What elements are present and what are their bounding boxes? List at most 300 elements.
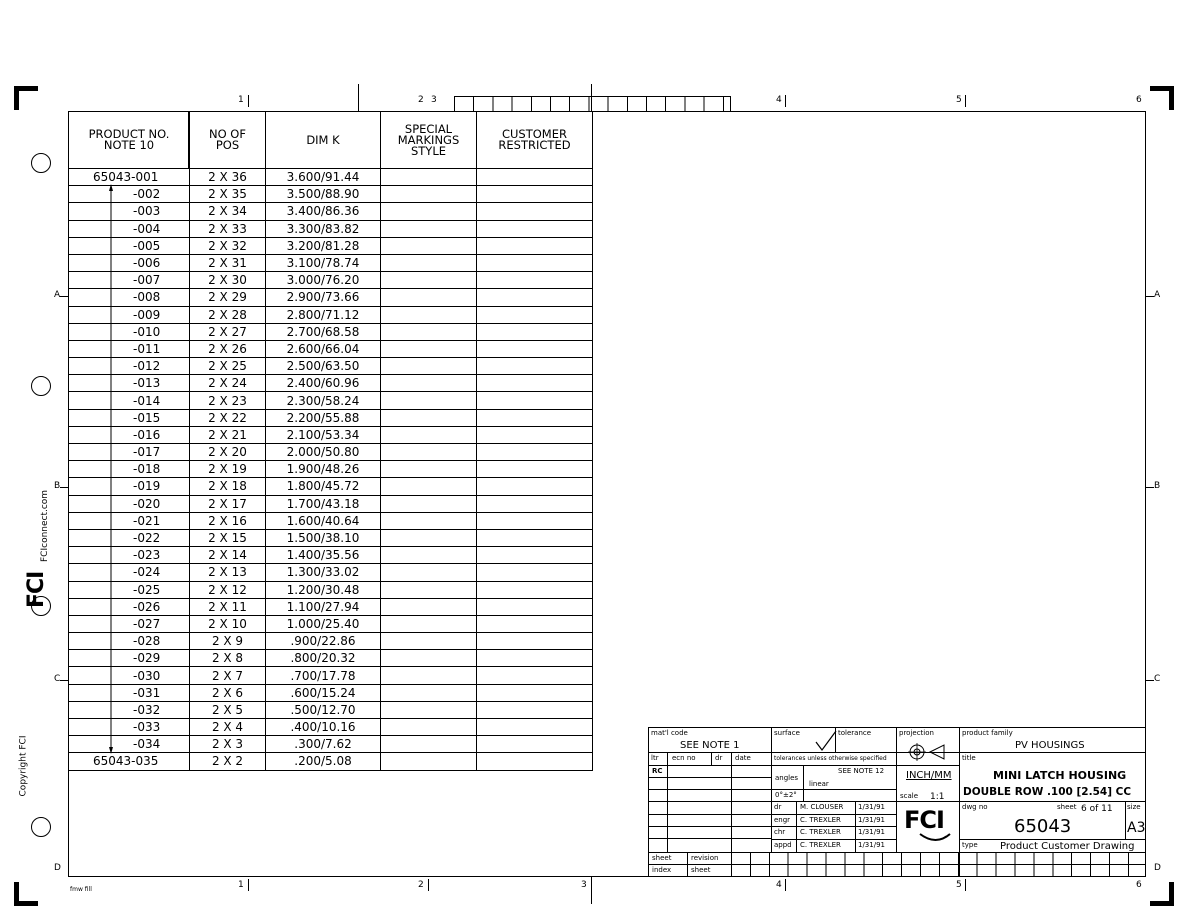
table-row: [69, 719, 593, 736]
positions-cell: 2 X 16: [190, 512, 266, 529]
top-zone-label: 4: [776, 95, 782, 105]
positions-cell: 2 X 6: [190, 684, 266, 701]
positions-cell: 2 X 17: [190, 495, 266, 512]
see-note-12: SEE NOTE 12: [838, 767, 885, 775]
table-row: [69, 684, 593, 701]
top-zone-label: 2: [418, 95, 424, 105]
product-number-cell: -019: [69, 478, 190, 495]
table-row: [69, 736, 593, 753]
customer-restricted-cell: [477, 529, 593, 546]
positions-cell: 2 X 29: [190, 289, 266, 306]
product-number-cell: -011: [69, 340, 190, 357]
positions-cell: 2 X 9: [190, 633, 266, 650]
positions-cell: 2 X 5: [190, 701, 266, 718]
special-markings-cell: [381, 272, 477, 289]
surface-label: surface: [774, 729, 800, 737]
dim-k-cell: .500/12.70: [266, 701, 381, 718]
tb-rule: [896, 727, 897, 853]
special-markings-cell: [381, 375, 477, 392]
dim-k-cell: 1.900/48.26: [266, 461, 381, 478]
product-number-cell: -030: [69, 667, 190, 684]
positions-cell: 2 X 14: [190, 547, 266, 564]
product-number-cell: -026: [69, 598, 190, 615]
date-label: date: [735, 754, 751, 762]
customer-restricted-cell: [477, 598, 593, 615]
special-markings-cell: [381, 392, 477, 409]
customer-restricted-cell: [477, 323, 593, 340]
side-zone-tick: [60, 487, 68, 488]
table-header-row: [69, 112, 593, 169]
dwg-no-value: 65043: [1014, 816, 1072, 837]
sign-date: 1/31/91: [858, 841, 885, 849]
positions-cell: 2 X 4: [190, 719, 266, 736]
special-markings-cell: [381, 633, 477, 650]
tb-rule: [772, 789, 896, 790]
product-table: [68, 111, 593, 771]
side-zone-label-right: A: [1154, 290, 1161, 300]
positions-cell: 2 X 13: [190, 564, 266, 581]
positions-cell: 2 X 24: [190, 375, 266, 392]
dim-k-cell: 2.400/60.96: [266, 375, 381, 392]
sheet-index-label: sheet: [652, 854, 672, 862]
customer-restricted-cell: [477, 753, 593, 770]
top-zone-tick: [785, 95, 786, 107]
scale-label: scale: [900, 792, 919, 800]
header-product-no: PRODUCT NO. NOTE 10: [69, 112, 190, 169]
positions-cell: 2 X 8: [190, 650, 266, 667]
table-row: [69, 461, 593, 478]
angle-tolerance: 0°±2°: [775, 791, 797, 799]
table-row: [69, 289, 593, 306]
dim-k-cell: 1.400/35.56: [266, 547, 381, 564]
special-markings-cell: [381, 220, 477, 237]
positions-cell: 2 X 18: [190, 478, 266, 495]
customer-restricted-cell: [477, 615, 593, 632]
dim-k-cell: 2.500/63.50: [266, 358, 381, 375]
dim-k-cell: 1.500/38.10: [266, 529, 381, 546]
top-zone-tick: [965, 95, 966, 107]
customer-restricted-cell: [477, 512, 593, 529]
customer-restricted-cell: [477, 495, 593, 512]
customer-restricted-cell: [477, 220, 593, 237]
special-markings-cell: [381, 667, 477, 684]
table-row: [69, 701, 593, 718]
positions-cell: 2 X 35: [190, 186, 266, 203]
bottom-zone-label: 5: [956, 880, 962, 890]
sign-date: 1/31/91: [858, 803, 885, 811]
product-number-cell: -007: [69, 272, 190, 289]
customer-restricted-cell: [477, 633, 593, 650]
positions-cell: 2 X 15: [190, 529, 266, 546]
special-markings-cell: [381, 461, 477, 478]
table-row: [69, 237, 593, 254]
customer-restricted-cell: [477, 547, 593, 564]
dim-k-cell: 1.600/40.64: [266, 512, 381, 529]
product-number-cell: -014: [69, 392, 190, 409]
customer-restricted-cell: [477, 426, 593, 443]
positions-cell: 2 X 23: [190, 392, 266, 409]
linear-label: linear: [809, 780, 829, 788]
special-markings-cell: [381, 564, 477, 581]
table-row: [69, 323, 593, 340]
dim-k-cell: 3.100/78.74: [266, 254, 381, 271]
ecn-label: ecn no: [672, 754, 696, 762]
title-line-2: DOUBLE ROW .100 [2.54] CC: [963, 786, 1132, 798]
customer-restricted-cell: [477, 186, 593, 203]
dim-k-cell: 1.100/27.94: [266, 598, 381, 615]
sign-role: engr: [774, 816, 791, 824]
top-zone-label: 6: [1136, 95, 1142, 105]
table-row: [69, 667, 593, 684]
rev-letter: RC: [652, 767, 663, 775]
dim-k-cell: 3.600/91.44: [266, 169, 381, 186]
table-row: [69, 375, 593, 392]
dim-k-cell: .600/15.24: [266, 684, 381, 701]
table-row: [69, 169, 593, 186]
sign-role: chr: [774, 828, 786, 836]
customer-restricted-cell: [477, 684, 593, 701]
bottom-zone-label: 4: [776, 880, 782, 890]
product-number-cell: -010: [69, 323, 190, 340]
side-zone-label-right: B: [1154, 481, 1161, 491]
product-number-cell: -034: [69, 736, 190, 753]
dim-k-cell: 2.000/50.80: [266, 444, 381, 461]
product-number-cell: -033: [69, 719, 190, 736]
side-zone-label-right: C: [1154, 674, 1161, 684]
dim-k-cell: 1.200/30.48: [266, 581, 381, 598]
tb-rule: [959, 839, 1146, 840]
positions-cell: 2 X 10: [190, 615, 266, 632]
product-number-cell: 65043-001: [69, 169, 190, 186]
header-special-markings: SPECIAL MARKINGS STYLE: [381, 112, 477, 169]
side-zone-label-left: A: [54, 290, 61, 300]
product-number-cell: 65043-035: [69, 753, 190, 770]
positions-cell: 2 X 28: [190, 306, 266, 323]
table-row: [69, 564, 593, 581]
tb-rule: [731, 752, 732, 852]
table-row: [69, 547, 593, 564]
positions-cell: 2 X 25: [190, 358, 266, 375]
dim-k-cell: 2.900/73.66: [266, 289, 381, 306]
product-number-cell: -024: [69, 564, 190, 581]
dim-k-cell: 2.700/68.58: [266, 323, 381, 340]
customer-restricted-cell: [477, 203, 593, 220]
top-zone-label: 5: [956, 95, 962, 105]
title-line-1: MINI LATCH HOUSING: [993, 769, 1127, 782]
side-zone-tick: [60, 680, 68, 681]
positions-cell: 2 X 12: [190, 581, 266, 598]
product-number-cell: -002: [69, 186, 190, 203]
surface-finish-icon: [815, 730, 837, 752]
product-number-cell: -031: [69, 684, 190, 701]
customer-restricted-cell: [477, 272, 593, 289]
sign-date: 1/31/91: [858, 816, 885, 824]
product-number-cell: -025: [69, 581, 190, 598]
corner-bracket-top-right: [1150, 86, 1174, 110]
positions-cell: 2 X 33: [190, 220, 266, 237]
customer-restricted-cell: [477, 375, 593, 392]
customer-restricted-cell: [477, 358, 593, 375]
dim-k-cell: 1.700/43.18: [266, 495, 381, 512]
positions-cell: 2 X 36: [190, 169, 266, 186]
positions-cell: 2 X 19: [190, 461, 266, 478]
special-markings-cell: [381, 581, 477, 598]
matl-code-value: SEE NOTE 1: [680, 740, 740, 751]
sign-name: C. TREXLER: [800, 816, 841, 824]
special-markings-cell: [381, 547, 477, 564]
revision-strip-top: [454, 96, 731, 111]
sign-role: appd: [774, 841, 792, 849]
special-markings-cell: [381, 512, 477, 529]
sheet-label: sheet: [1057, 803, 1077, 811]
table-row: [69, 529, 593, 546]
tb-rule: [687, 852, 688, 877]
product-number-cell: -012: [69, 358, 190, 375]
table-row: [69, 392, 593, 409]
bottom-zone-label: 6: [1136, 880, 1142, 890]
special-markings-cell: [381, 598, 477, 615]
product-number-cell: -005: [69, 237, 190, 254]
type-label: type: [962, 841, 978, 849]
positions-cell: 2 X 22: [190, 409, 266, 426]
special-markings-cell: [381, 323, 477, 340]
dim-k-cell: 3.200/81.28: [266, 237, 381, 254]
header-customer-restricted: CUSTOMER RESTRICTED: [477, 112, 593, 169]
bottom-zone-label: 1: [238, 880, 244, 890]
dim-k-cell: 3.400/86.36: [266, 203, 381, 220]
dim-k-cell: 2.100/53.34: [266, 426, 381, 443]
dim-k-cell: .800/20.32: [266, 650, 381, 667]
positions-cell: 2 X 34: [190, 203, 266, 220]
top-zone-label: 1: [238, 95, 244, 105]
table-row: [69, 203, 593, 220]
tb-rule: [772, 826, 896, 827]
sign-name: C. TREXLER: [800, 828, 841, 836]
top-zone-divider: [358, 84, 359, 111]
table-row: [69, 478, 593, 495]
customer-restricted-cell: [477, 650, 593, 667]
product-number-cell: -018: [69, 461, 190, 478]
ltr-label: ltr: [651, 754, 659, 762]
tb-rule: [1125, 801, 1126, 839]
angles-label: angles: [775, 774, 799, 782]
binder-hole: [31, 153, 51, 173]
special-markings-cell: [381, 409, 477, 426]
product-number-cell: -008: [69, 289, 190, 306]
title-label: title: [962, 754, 976, 762]
customer-restricted-cell: [477, 719, 593, 736]
bottom-zone-tick: [428, 879, 429, 891]
product-number-cell: -023: [69, 547, 190, 564]
tb-rule: [803, 765, 804, 801]
special-markings-cell: [381, 529, 477, 546]
fci-logo-text: FCI: [904, 806, 944, 834]
positions-cell: 2 X 30: [190, 272, 266, 289]
dim-k-cell: .400/10.16: [266, 719, 381, 736]
tb-rule: [959, 801, 1146, 802]
product-number-cell: -022: [69, 529, 190, 546]
bottom-zone-tick: [965, 879, 966, 891]
customer-restricted-cell: [477, 667, 593, 684]
tb-rule: [772, 765, 959, 766]
special-markings-cell: [381, 615, 477, 632]
units-value: INCH/MM: [906, 770, 952, 781]
range-arrow: [104, 184, 120, 754]
customer-restricted-cell: [477, 736, 593, 753]
binder-hole: [31, 376, 51, 396]
table-row: [69, 633, 593, 650]
special-markings-cell: [381, 254, 477, 271]
special-markings-cell: [381, 306, 477, 323]
customer-restricted-cell: [477, 340, 593, 357]
table-row: [69, 220, 593, 237]
size-value: A3: [1127, 820, 1146, 836]
sign-role: dr: [774, 803, 782, 811]
dim-k-cell: 3.500/88.90: [266, 186, 381, 203]
special-markings-cell: [381, 444, 477, 461]
header-dim-k: DIM K: [266, 112, 381, 169]
top-zone-label: 3: [431, 95, 437, 105]
tb-rule: [772, 839, 896, 840]
product-number-cell: -009: [69, 306, 190, 323]
type-value: Product Customer Drawing: [1000, 841, 1135, 852]
size-label: size: [1127, 803, 1141, 811]
sheet-value: 6 of 11: [1081, 804, 1113, 814]
positions-cell: 2 X 2: [190, 753, 266, 770]
customer-restricted-cell: [477, 581, 593, 598]
positions-cell: 2 X 26: [190, 340, 266, 357]
special-markings-cell: [381, 186, 477, 203]
product-number-cell: -015: [69, 409, 190, 426]
product-family-label: product family: [962, 729, 1013, 737]
special-markings-cell: [381, 426, 477, 443]
tb-rule: [771, 727, 772, 853]
customer-restricted-cell: [477, 444, 593, 461]
special-markings-cell: [381, 719, 477, 736]
product-number-cell: -020: [69, 495, 190, 512]
positions-cell: 2 X 7: [190, 667, 266, 684]
positions-cell: 2 X 31: [190, 254, 266, 271]
positions-cell: 2 X 21: [190, 426, 266, 443]
table-row: [69, 254, 593, 271]
customer-restricted-cell: [477, 254, 593, 271]
dim-k-cell: 1.800/45.72: [266, 478, 381, 495]
sheet-index-label: index: [652, 866, 672, 874]
top-zone-tick: [248, 95, 249, 107]
special-markings-cell: [381, 237, 477, 254]
table-row: [69, 495, 593, 512]
side-zone-tick: [60, 296, 68, 297]
dr-label: dr: [715, 754, 723, 762]
table-row: [69, 186, 593, 203]
product-number-cell: -016: [69, 426, 190, 443]
customer-restricted-cell: [477, 478, 593, 495]
corner-bracket-top-left: [14, 86, 38, 110]
customer-restricted-cell: [477, 237, 593, 254]
dim-k-cell: .900/22.86: [266, 633, 381, 650]
positions-cell: 2 X 3: [190, 736, 266, 753]
customer-restricted-cell: [477, 169, 593, 186]
product-number-cell: -028: [69, 633, 190, 650]
product-number-cell: -003: [69, 203, 190, 220]
special-markings-cell: [381, 495, 477, 512]
sign-name: M. CLOUSER: [800, 803, 844, 811]
customer-restricted-cell: [477, 461, 593, 478]
dim-k-cell: 1.000/25.40: [266, 615, 381, 632]
tol-unless-text: tolerances unless otherwise specified: [774, 755, 887, 762]
product-number-cell: -029: [69, 650, 190, 667]
projection-label: projection: [899, 729, 934, 737]
tb-rule: [667, 752, 668, 852]
product-family-value: PV HOUSINGS: [1015, 740, 1085, 751]
side-zone-tick: [1146, 680, 1154, 681]
fci-logo-text: FCI: [24, 571, 49, 608]
bottom-zone-label: 2: [418, 880, 424, 890]
table-row: [69, 581, 593, 598]
table-row: [69, 409, 593, 426]
side-zone-tick: [1146, 487, 1154, 488]
dim-k-cell: 2.600/66.04: [266, 340, 381, 357]
special-markings-cell: [381, 650, 477, 667]
product-number-cell: -004: [69, 220, 190, 237]
special-markings-cell: [381, 684, 477, 701]
customer-restricted-cell: [477, 289, 593, 306]
fci-logo: [904, 806, 956, 850]
table-row: [69, 340, 593, 357]
product-number-cell: -032: [69, 701, 190, 718]
product-number-cell: -027: [69, 615, 190, 632]
special-markings-cell: [381, 753, 477, 770]
side-zone-label-left: B: [54, 481, 61, 491]
table-row: [69, 272, 593, 289]
side-logo-site: FCIconnect.com: [40, 489, 50, 562]
dim-k-cell: 3.300/83.82: [266, 220, 381, 237]
table-row: [69, 598, 593, 615]
bottom-zone-tick: [785, 879, 786, 891]
tb-rule: [855, 801, 856, 852]
binder-hole: [31, 817, 51, 837]
dim-k-cell: 3.000/76.20: [266, 272, 381, 289]
table-row: [69, 426, 593, 443]
corner-bracket-bottom-right: [1150, 882, 1174, 906]
side-zone-tick: [1146, 296, 1154, 297]
customer-restricted-cell: [477, 409, 593, 426]
special-markings-cell: [381, 340, 477, 357]
dim-k-cell: 1.300/33.02: [266, 564, 381, 581]
dim-k-cell: 2.300/58.24: [266, 392, 381, 409]
copyright-text: Copyright FCI: [18, 735, 29, 797]
positions-cell: 2 X 20: [190, 444, 266, 461]
product-number-cell: -013: [69, 375, 190, 392]
special-markings-cell: [381, 736, 477, 753]
tb-rule: [711, 752, 712, 765]
product-number-cell: -021: [69, 512, 190, 529]
special-markings-cell: [381, 358, 477, 375]
sign-name: C. TREXLER: [800, 841, 841, 849]
customer-restricted-cell: [477, 392, 593, 409]
table-row: [69, 512, 593, 529]
special-markings-cell: [381, 701, 477, 718]
positions-cell: 2 X 27: [190, 323, 266, 340]
special-markings-cell: [381, 169, 477, 186]
dim-k-cell: .300/7.62: [266, 736, 381, 753]
special-markings-cell: [381, 289, 477, 306]
customer-restricted-cell: [477, 564, 593, 581]
corner-bracket-bottom-left: [14, 882, 38, 906]
dim-k-cell: .200/5.08: [266, 753, 381, 770]
tb-rule: [772, 814, 896, 815]
table-row: [69, 306, 593, 323]
